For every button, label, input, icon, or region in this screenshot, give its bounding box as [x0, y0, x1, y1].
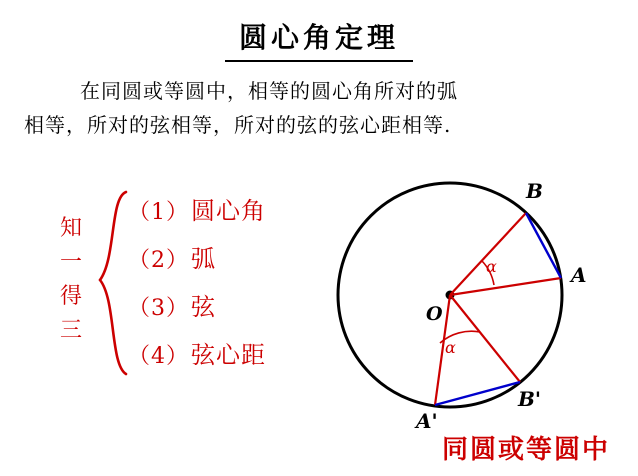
label-center-o: O: [426, 303, 443, 325]
circle-diagram: [330, 160, 630, 435]
conclusion-list: [128, 188, 266, 380]
list-item-label: 圆心角: [191, 197, 266, 225]
radius-oa: [450, 278, 561, 295]
list-item-number: （4）: [128, 344, 189, 369]
title-container: [0, 14, 638, 62]
conclusions-block: [44, 188, 344, 378]
theorem-statement: [24, 74, 616, 142]
list-item-label: 弦心距: [191, 341, 266, 369]
list-item-label: 弧: [191, 245, 216, 273]
label-point-a: A: [571, 263, 587, 287]
angle-label-bottom: α: [445, 338, 456, 357]
list-item-number: （3）: [128, 296, 189, 321]
radius-ob: [450, 213, 526, 295]
list-item-number: （2）: [128, 248, 189, 273]
vertical-label: [54, 212, 88, 348]
page-title: 圆心角定理: [225, 14, 413, 62]
list-item: [128, 332, 266, 380]
vertical-label-char-3: 得: [59, 284, 82, 309]
statement-line-2: 相等，所对的弦相等，所对的弦的弦心距相等.: [24, 113, 452, 137]
list-item: [128, 188, 266, 236]
label-point-a-prime: A': [416, 409, 438, 433]
chord-ab: [526, 213, 561, 278]
chord-a-prime-b-prime: [435, 382, 520, 405]
list-item-label: 弦: [191, 293, 216, 321]
angle-label-top: α: [486, 257, 497, 276]
vertical-label-char-2: 一: [59, 250, 82, 275]
vertical-label-char-4: 三: [59, 318, 82, 343]
label-point-b-prime: B': [518, 387, 542, 411]
label-point-b: B: [526, 179, 543, 203]
radius-ob-prime: [450, 295, 520, 382]
list-item: [128, 284, 266, 332]
bottom-caption: 同圆或等圆中: [441, 435, 610, 465]
list-item: [128, 236, 266, 284]
list-item-number: （1）: [128, 200, 189, 225]
curly-brace-icon: [92, 188, 132, 378]
statement-line-1: 在同圆或等圆中，相等的圆心角所对的弧: [80, 79, 458, 103]
vertical-label-char-1: 知: [59, 216, 82, 241]
